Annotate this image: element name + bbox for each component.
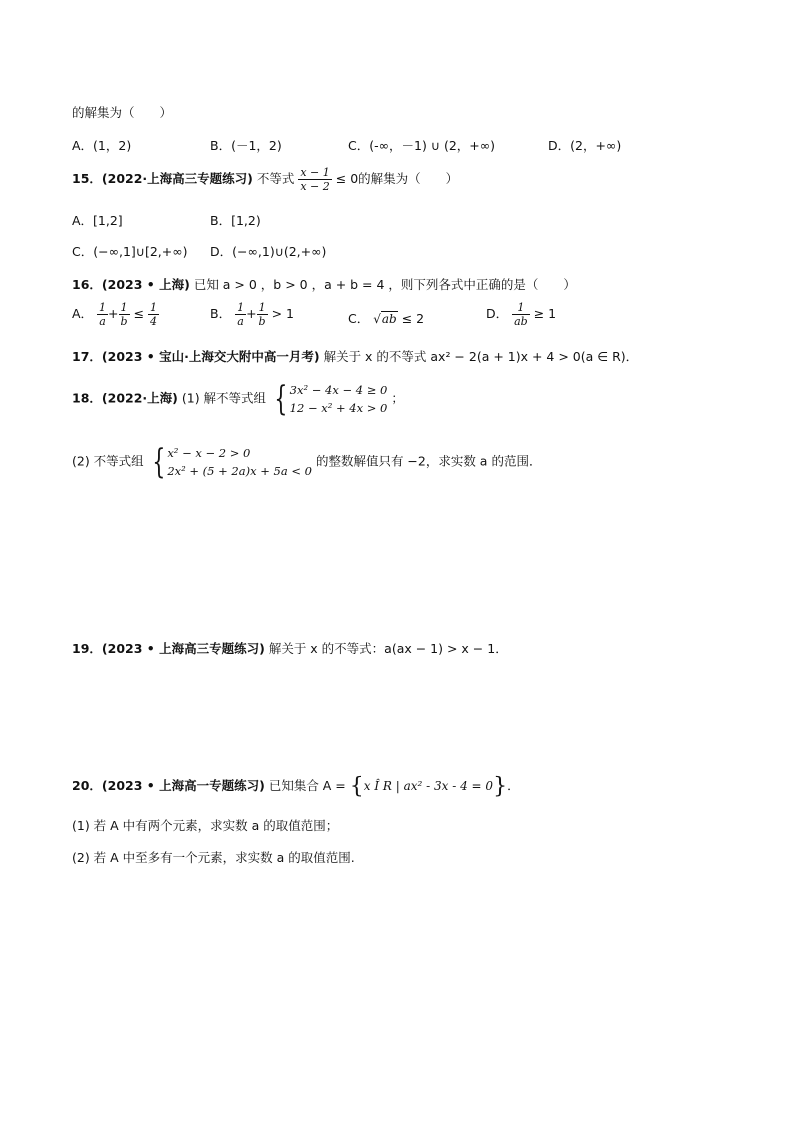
q19-source: (2023 • 上海高三专题练习) [101,641,265,656]
q16-option-b-label: B． [210,306,232,321]
q18-stem [72,381,404,417]
q18-number: 18． [72,390,102,406]
q15-number: 15． [72,171,102,186]
q16-b-frac1-num: 1 [237,301,245,314]
q18-part2 [72,444,541,480]
q18-part2-line2: 2x² + (5 + 2a)x + 5a < 0 [167,464,312,478]
q15-option-b: B．[1,2) [210,213,261,228]
q16-b-frac2-den: b [258,315,266,328]
q16-a-relation: ≤ [133,306,145,321]
q18-part1-system [270,381,387,417]
q18-part1-text: (1) 解不等式组 [181,390,267,406]
q18-part1-line2: 12 − x² + 4x > 0 [289,401,388,415]
q15-stem [72,166,458,193]
q20-end: ． [507,778,520,793]
q20-number: 20． [72,778,102,793]
q15-source: (2022·上海高三专题练习) [101,171,253,186]
q16-b-frac2-num: 1 [257,301,268,315]
q15-fraction [298,166,331,193]
q16-d-relation: ≥ 1 [533,306,557,321]
q16-b-frac1 [235,301,246,328]
q16-b-frac2 [257,301,268,328]
q17-number: 17． [72,349,102,364]
q15-option-c: C．(−∞,1]∪[2,+∞) [72,244,188,259]
q14-option-b: B．(－1，2) [210,138,282,153]
q17-text: 解关于 x 的不等式 ax² − 2(a + 1)x + 4 > 0(a ∈ R)． [323,349,639,364]
q16-a-frac2-num: 1 [119,301,130,315]
q15-text2: ≤ 0的解集为（ ） [335,171,459,186]
q16-number: 16． [72,277,102,292]
q19-stem [72,639,508,657]
q20-left-brace: { [349,774,364,799]
q16-option-c [348,309,424,327]
q18-part1-end: ； [391,390,404,406]
q16-option-a: A． $\frac{1}{a}$ + $\frac{1}{b}$ ≤ $\frac{1}{4}$ [72,301,158,328]
q16-option-a-label: A． [72,306,94,321]
q16-d-frac [512,301,530,328]
q14-option-a: A．(1，2) [72,138,132,153]
q16-option-c-label: C． [348,311,370,326]
q16-b-frac1-den: a [237,315,244,328]
q18-part2-text: (2) 不等式组 [72,453,144,469]
q16-c-sqrt: √ab [373,312,397,326]
q16-a-frac3 [148,301,159,328]
q15-frac-num: x − 1 [300,166,330,179]
q16-text: 已知 a > 0 ，b > 0 ，a + b = 4 ，则下列各式中正确的是（ ） [193,277,576,292]
q15-frac-den: x − 2 [300,180,330,193]
q16-a-frac1-den: a [99,315,106,328]
q16-a-frac1 [97,301,108,328]
q16-option-d [486,301,556,328]
q18-source: (2022·上海) [101,390,178,406]
q20-part2: (2) 若 A 中至多有一个元素，求实数 a 的取值范围. [72,850,355,865]
q16-a-frac3-den: 4 [150,315,158,328]
q15-text1: 不等式 [256,171,295,186]
q16-c-radicand: ab [381,312,397,326]
q20-part1: (1) 若 A 中有两个元素，求实数 a 的取值范围； [72,818,339,833]
q14-tail: 的解集为（ ） [72,105,173,120]
q18-part2-brace: { [152,442,165,482]
q18-part2-end: 的整数解值只有 −2，求实数 a 的范围． [315,453,542,469]
q20-text: 已知集合 A = [268,778,350,793]
q19-number: 19． [72,641,102,656]
q15-option-a: A．[1,2] [72,213,123,228]
q16-a-frac1-num: 1 [99,301,107,314]
q20-right-brace: } [493,774,508,799]
q17-stem [72,347,638,365]
q20-set: x Î R | ax² - 3x - 4 = 0 [363,779,494,793]
q14-option-c: C．(-∞，－1) ∪ (2，+∞) [348,138,496,153]
q18-part1-line1: 3x² − 4x − 4 ≥ 0 [289,383,388,397]
q18-part2-system [148,444,312,480]
q16-source: (2023 • 上海) [101,277,190,292]
q20-source: (2023 • 上海高一专题练习) [101,778,265,793]
q16-c-relation: ≤ 2 [401,311,425,326]
q16-a-frac3-num: 1 [150,301,158,314]
q17-source: (2023 • 宝山·上海交大附中高一月考) [101,349,320,364]
q16-stem [72,275,576,293]
q18-part2-line1: x² − x − 2 > 0 [167,446,251,460]
q16-d-frac-den: ab [514,315,528,328]
q14-option-d: D．(2，+∞) [548,138,622,153]
q18-part1-brace: { [274,379,288,419]
q19-text: 解关于 x 的不等式：a(ax − 1) > x − 1． [268,641,508,656]
q16-a-frac2 [119,301,130,328]
q16-a-frac2-den: b [120,315,128,328]
q16-b-relation: > 1 [271,306,294,321]
q16-option-b: B． $\frac{1}{a}$ + $\frac{1}{b}$ > 1 [210,301,294,328]
q16-option-d-label: D． [486,306,509,321]
q15-option-d: D．(−∞,1)∪(2,+∞) [210,244,327,259]
q16-d-frac-num: 1 [512,301,530,315]
q20-stem [72,774,520,799]
